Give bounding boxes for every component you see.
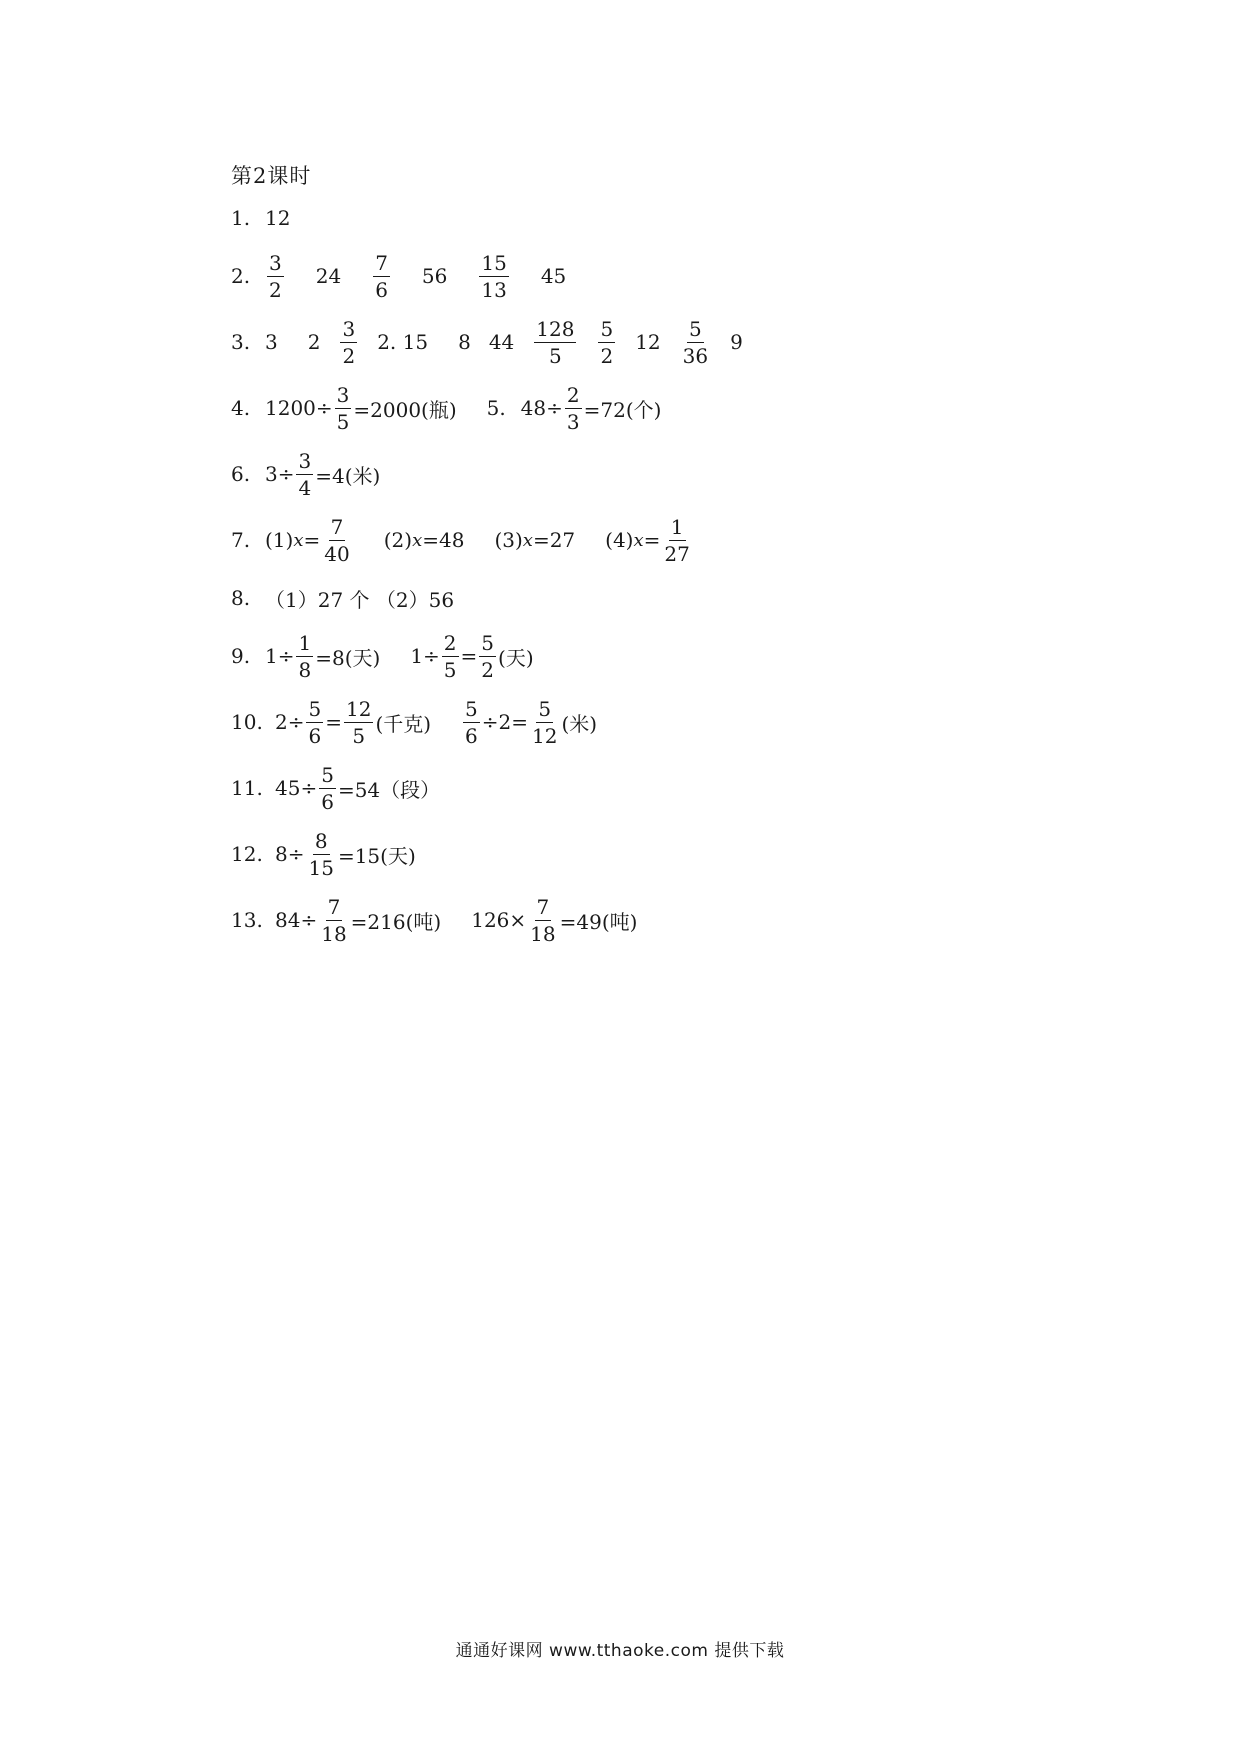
fraction [322,514,351,566]
answer-value: 12 [635,330,661,354]
numerator: 5 [538,696,552,721]
numerator: 5 [465,696,478,721]
fraction [335,382,352,434]
fraction [528,894,557,946]
numerator: 5 [308,696,322,721]
expression-text: =2000(瓶) [353,397,457,422]
numerator: 8 [314,828,328,853]
numerator: 2 [566,382,580,407]
item-number: 3. [231,330,251,354]
denominator: 4 [298,475,312,500]
expression-text: 84÷ [275,908,318,932]
fraction [479,630,496,682]
denominator: 5 [352,723,366,748]
denominator: 5 [549,343,562,368]
denominator: 27 [664,541,690,566]
numerator: 3 [336,382,350,407]
denominator: 36 [682,343,709,368]
answer-value: 44 [488,330,515,354]
answer-line-9 [231,628,534,684]
variable: x [522,529,533,551]
item-number: 5. [486,396,506,420]
answer-line-10 [231,694,597,750]
numerator: 7 [375,250,388,275]
expression-text: 1200÷ [265,396,333,420]
item-number: 1. [231,206,251,230]
numerator: 12 [345,696,372,721]
answer-line-13 [231,892,637,948]
denominator: 40 [324,541,350,566]
expression-text: =54（段） [337,777,441,802]
fraction [565,382,582,434]
expression-text: 1÷ [410,644,440,668]
expression-text: =49(吨) [559,909,638,934]
lesson-title: 第2课时 [231,164,312,188]
fraction [319,894,348,946]
expression-text: (天) [498,645,534,670]
sub-label: (1) [265,528,294,552]
variable: x [293,529,304,551]
item-number: 12. [231,842,263,866]
numerator: 5 [481,630,495,655]
denominator: 6 [308,723,322,748]
denominator: 18 [530,921,556,946]
denominator: 8 [298,657,312,682]
answer-line-12 [231,826,416,882]
answer-line-6 [231,446,380,502]
fraction [296,448,313,500]
numerator: 128 [536,316,575,341]
denominator: 2 [481,657,495,682]
answer-line-2 [231,248,566,304]
denominator: 3 [566,409,580,434]
answer-value: （1）27 个 （2）56 [265,587,455,612]
answer-line-4-5 [231,380,661,436]
expression-text: =216(吨) [350,909,442,934]
answer-value: 2 [307,330,321,354]
expression-text: 8÷ [275,842,305,866]
equals-sign: = [460,644,478,668]
numerator: 3 [269,250,282,275]
expression-text: =4(米) [315,463,381,488]
denominator: 13 [481,277,507,302]
expression-text: (米) [561,711,598,736]
denominator: 6 [465,723,478,748]
expression-text: 2÷ [275,710,305,734]
expression-text: 3÷ [265,462,295,486]
numerator: 7 [330,514,344,539]
fraction [296,630,313,682]
numerator: 15 [481,250,507,275]
item-number: 4. [231,396,251,420]
item-number: 11. [231,776,263,800]
sub-label: (3) [494,528,523,552]
item-number: 10. [231,710,263,734]
item-number: 13. [231,908,263,932]
fraction [319,762,336,814]
equals-sign: = [325,710,342,734]
expression-text: =8(天) [315,645,381,670]
expression-text: =15(天) [337,843,416,868]
numerator: 3 [342,316,356,341]
item-number: 7. [231,528,251,552]
fraction [344,696,373,748]
denominator: 2 [342,343,356,368]
answer-value: 56 [421,264,448,288]
denominator: 5 [336,409,350,434]
answer-value: 45 [540,264,567,288]
answer-line-7 [231,512,694,568]
answer-value: 12 [265,206,291,230]
fraction [340,316,357,368]
answer-value: 2. 15 [377,330,429,354]
fraction [442,630,459,682]
expression-text: =48 [422,528,465,552]
numerator: 1 [298,630,312,655]
item-number: 6. [231,462,251,486]
answer-value: 8 [458,330,471,354]
numerator: 1 [670,514,684,539]
expression-text: 48÷ [520,396,563,420]
fraction [681,316,710,368]
numerator: 7 [327,894,341,919]
item-number: 8. [231,586,251,610]
expression-text: =27 [532,528,576,552]
answer-line-11 [231,760,440,816]
expression-text: 45÷ [275,776,318,800]
equals-sign: = [303,528,321,552]
sub-label: (2) [383,528,413,552]
item-number: 2. [231,264,251,288]
expression-text: 1÷ [265,644,295,668]
denominator: 6 [375,277,388,302]
fraction [373,250,390,302]
equals-sign: = [643,528,661,552]
denominator: 15 [308,855,334,880]
answer-value: 24 [315,264,342,288]
answer-line-8 [231,570,454,626]
answer-value: 3 [265,330,278,354]
fraction [534,316,576,368]
numerator: 5 [600,316,614,341]
expression-text: 126× [471,908,527,932]
fraction [306,828,335,880]
numerator: 7 [536,894,550,919]
expression-text: =72(个) [583,397,662,422]
denominator: 2 [269,277,282,302]
numerator: 5 [689,316,702,341]
fraction [463,696,480,748]
answer-line-1 [231,190,290,246]
numerator: 5 [321,762,334,787]
fraction [479,250,508,302]
fraction [598,316,615,368]
fraction [306,696,323,748]
fraction [267,250,284,302]
answer-value: 9 [730,330,743,354]
page-footer: 通通好课网 www.tthaoke.com 提供下载 [455,1641,785,1661]
fraction [662,514,691,566]
numerator: 2 [443,630,457,655]
denominator: 2 [600,343,614,368]
numerator: 3 [298,448,312,473]
fraction [530,696,559,748]
denominator: 6 [321,789,334,814]
answer-line-3 [231,314,743,370]
expression-text: (千克) [375,711,432,736]
sub-label: (4) [605,528,634,552]
denominator: 12 [532,723,558,748]
variable: x [412,529,423,551]
denominator: 18 [321,921,347,946]
expression-text: ÷2= [481,710,529,734]
denominator: 5 [443,657,457,682]
item-number: 9. [231,644,251,668]
variable: x [633,529,644,551]
